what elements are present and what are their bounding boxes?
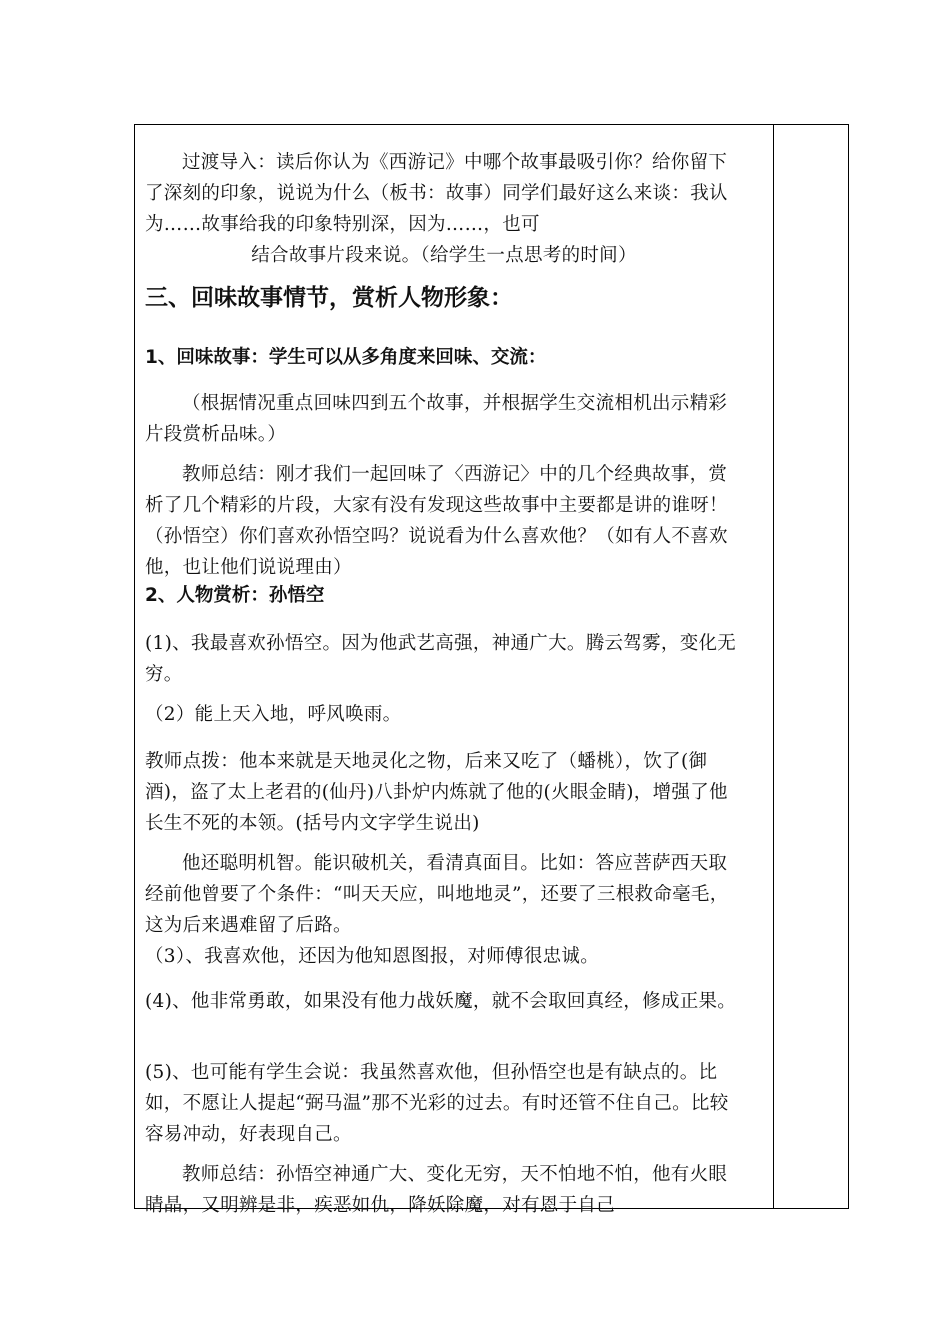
point-four: (4)、他非常勇敢，如果没有他力战妖魔，就不会取回真经，修成正果。 bbox=[145, 991, 737, 1012]
section-three-heading: 三、回味故事情节，赏析人物形象： bbox=[145, 285, 513, 311]
point-three: （3）、我喜欢他，还因为他知恩图报，对师傅很忠诚。 bbox=[145, 946, 600, 967]
point-one: (1)、我最喜欢孙悟空。因为他武艺高强，神通广大。腾云驾雾，变化无穷。 bbox=[145, 633, 737, 685]
intro-paragraph: 过渡导入：读后你认为《西游记》中哪个故事最吸引你？给你留下了深刻的印象，说说为什么（板书：故事）同学们最好这么来谈：我认为……故事给我的印象特别深，因为……，也可 bbox=[145, 152, 728, 235]
column-divider bbox=[773, 125, 774, 1208]
lesson-plan-table bbox=[134, 124, 849, 1216]
teacher-summary-two: 教师总结：孙悟空神通广大、变化无穷，天不怕地不怕，他有火眼睛晶，又明辨是非，疾恶如仇，降妖除魔，对有恩于自己 bbox=[145, 1164, 728, 1216]
point-two: （2）能上天入地，呼风唤雨。 bbox=[145, 704, 402, 725]
teacher-summary-one: 教师总结：刚才我们一起回味了〈西游记〉中的几个经典故事，赏析了几个精彩的片段，大家有没有发现这些故事中主要都是讲的谁呀！（孙悟空）你们喜欢孙悟空吗？说说看为什么喜欢他？（如有人不喜欢他，也让他们说说理由） bbox=[145, 464, 728, 578]
teacher-hint: 教师点拨：他本来就是天地灵化之物，后来又吃了（蟠桃），饮了(御酒)，盗了太上老君的(仙丹)八卦炉内炼就了他的(火眼金睛)，增强了他长生不死的本领。(括号内文字学生说出) bbox=[145, 751, 728, 834]
clever-paragraph: 他还聪明机智。能识破机关，看清真面目。比如：答应菩萨西天取经前他曾要了个条件：“叫天天应，叫地地灵”，还要了三根救命毫毛，这为后来遇难留了后路。 bbox=[145, 853, 729, 936]
subsection-one-heading: 1、回味故事：学生可以从多角度来回味、交流： bbox=[145, 347, 547, 368]
subsection-one-note: （根据情况重点回味四到五个故事，并根据学生交流相机出示精彩片段赏析品味。） bbox=[145, 393, 728, 445]
subsection-two-heading: 2、人物赏析：孙悟空 bbox=[145, 585, 325, 606]
point-five: (5)、也可能有学生会说：我虽然喜欢他，但孙悟空也是有缺点的。比如，不愿让人提起“弼马温”那不光彩的过去。有时还管不住自己。比较容易冲动，好表现自己。 bbox=[145, 1062, 729, 1145]
intro-paragraph-last-line: 结合故事片段来说。（给学生一点思考的时间） bbox=[251, 245, 637, 266]
